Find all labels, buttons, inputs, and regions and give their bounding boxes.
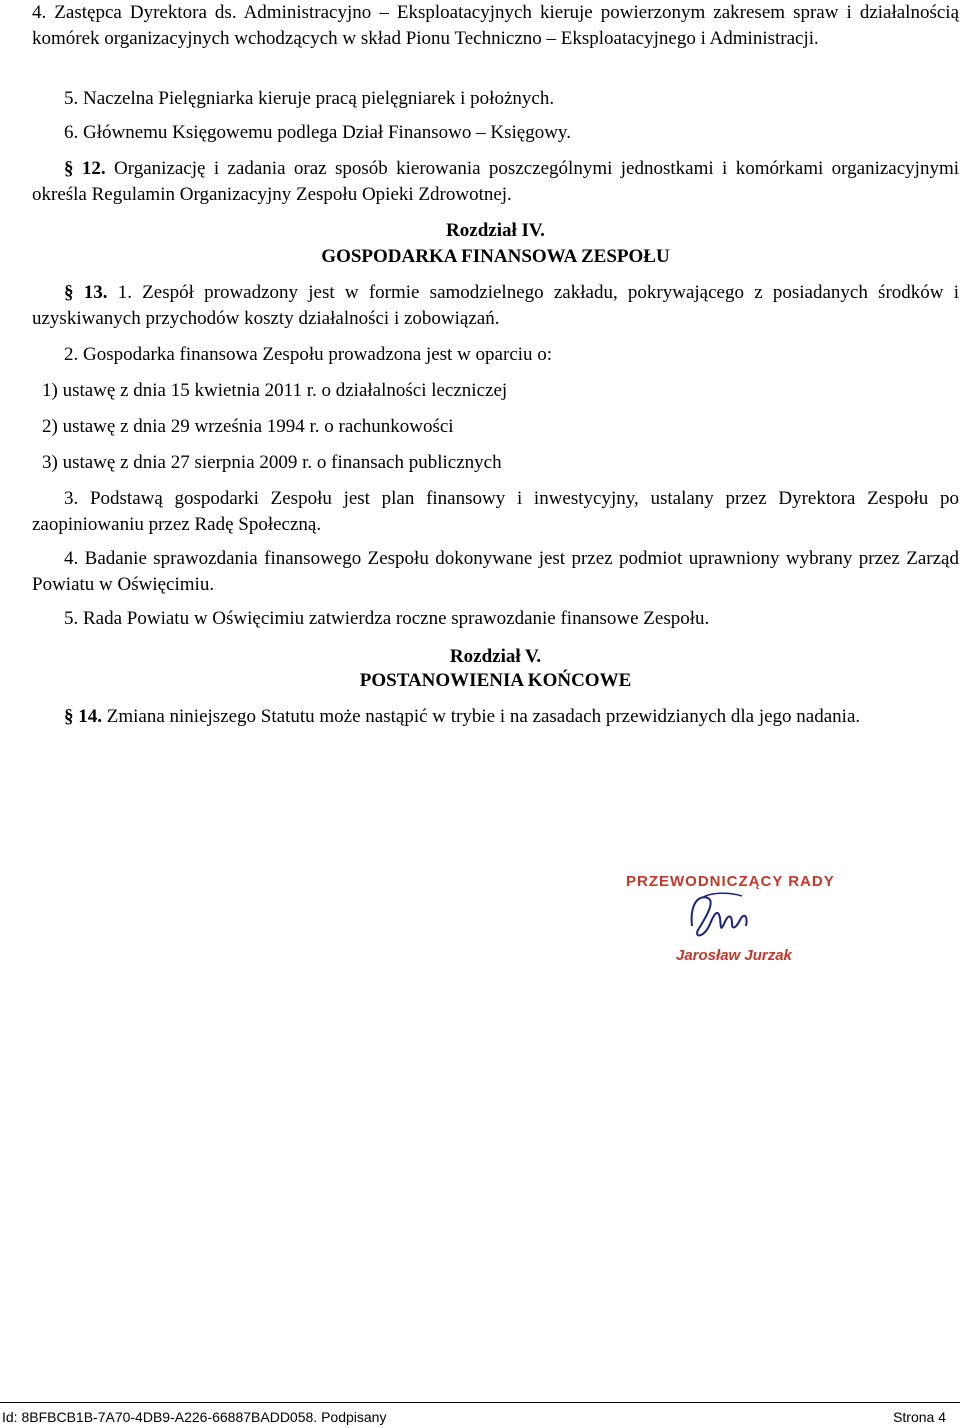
section-13-p5 [32,606,959,632]
section-13-item-3 [32,450,959,476]
chapter-4-label [32,218,959,244]
section-13-p4 [32,546,959,598]
paragraph-4 [32,0,959,52]
paragraph-5-text: 5. Naczelna Pielęgniarka kieruje pracą pielęgniarek i położnych. [64,88,555,109]
chapter-5-label-text: Rozdział V. [449,646,542,667]
footer-page-number: Strona 4 [893,1409,946,1425]
section-12 [32,156,959,208]
section-13-p3 [32,486,959,538]
list-item: 2) ustawę z dnia 29 września 1994 r. o rachunkowości [42,416,454,437]
chapter-5-title [32,668,959,694]
section-14-mark: § 14. [64,706,102,727]
paragraph-4-text: 4. Zastępca Dyrektora ds. Administracyjno – Eksploatacyjnych kieruje powierzonym zakresem spraw i działalnością komórek organizacyjnych wchodzących w skład Pionu Techniczno – Eksploatacyjnego i Administracji. [32,2,959,49]
section-13-p2 [32,342,959,368]
chapter-4-title-text: GOSPODARKA FINANSOWA ZESPOŁU [321,246,670,267]
paragraph-5 [32,86,959,112]
list-item: 1) ustawę z dnia 15 kwietnia 2011 r. o działalności leczniczej [42,380,508,401]
section-13-p2-text: 2. Gospodarka finansowa Zespołu prowadzona jest w oparciu o: [64,344,553,365]
section-14-text: Zmiana niniejszego Statutu może nastąpić w trybie i na zasadach przewidzianych dla jego nadania. [102,706,861,727]
paragraph-6-text: 6. Głównemu Księgowemu podlega Dział Finansowo – Księgowy. [64,122,571,143]
section-13-p5-text: 5. Rada Powiatu w Oświęcimiu zatwierdza roczne sprawozdanie finansowe Zespołu. [64,608,710,629]
paragraph-6 [32,120,959,146]
section-13-p1 [32,280,959,332]
section-13-p4-text: 4. Badanie sprawozdania finansowego Zespołu dokonywane jest przez podmiot uprawniony wybrany przez Zarząd Powiatu w Oświęcimiu. [32,548,959,595]
chapter-4-label-text: Rozdział IV. [446,220,545,241]
section-13-item-2 [32,414,959,440]
section-12-mark: § 12. [64,158,106,179]
section-13-p3-text: 3. Podstawą gospodarki Zespołu jest plan finansowy i inwestycyjny, ustalany przez Dyrektora Zespołu po zaopiniowaniu przez Radę Społeczną. [32,488,959,535]
section-14 [32,704,959,730]
footer-divider [0,1402,960,1403]
stamp-name: Jarosław Jurzak [676,947,792,964]
footer-document-id: Id: 8BFBCB1B-7A70-4DB9-A226-66887BADD058. Podpisany [2,1409,387,1425]
section-13-mark: § 13. [64,282,108,303]
chapter-5-label [32,644,959,670]
chapter-4-title [32,244,959,270]
signature-scribble [692,897,747,935]
chapter-5-title-text: POSTANOWIENIA KOŃCOWE [359,670,632,691]
signature-stamp [620,868,860,978]
section-12-text: Organizację i zadania oraz sposób kierowania poszczególnymi jednostkami i komórkami organizacyjnymi określa Regulamin Organizacyjny Zespołu Opieki Zdrowotnej. [32,158,960,205]
section-13-p1-text: 1. Zespół prowadzony jest w formie samodzielnego zakładu, pokrywającego z posiadanych środków i uzyskiwanych przychodów koszty działalności i zobowiązań. [32,282,960,329]
stamp-title: PRZEWODNICZĄCY RADY [626,873,835,890]
list-item: 3) ustawę z dnia 27 sierpnia 2009 r. o finansach publicznych [42,452,502,473]
section-13-item-1 [32,378,959,404]
